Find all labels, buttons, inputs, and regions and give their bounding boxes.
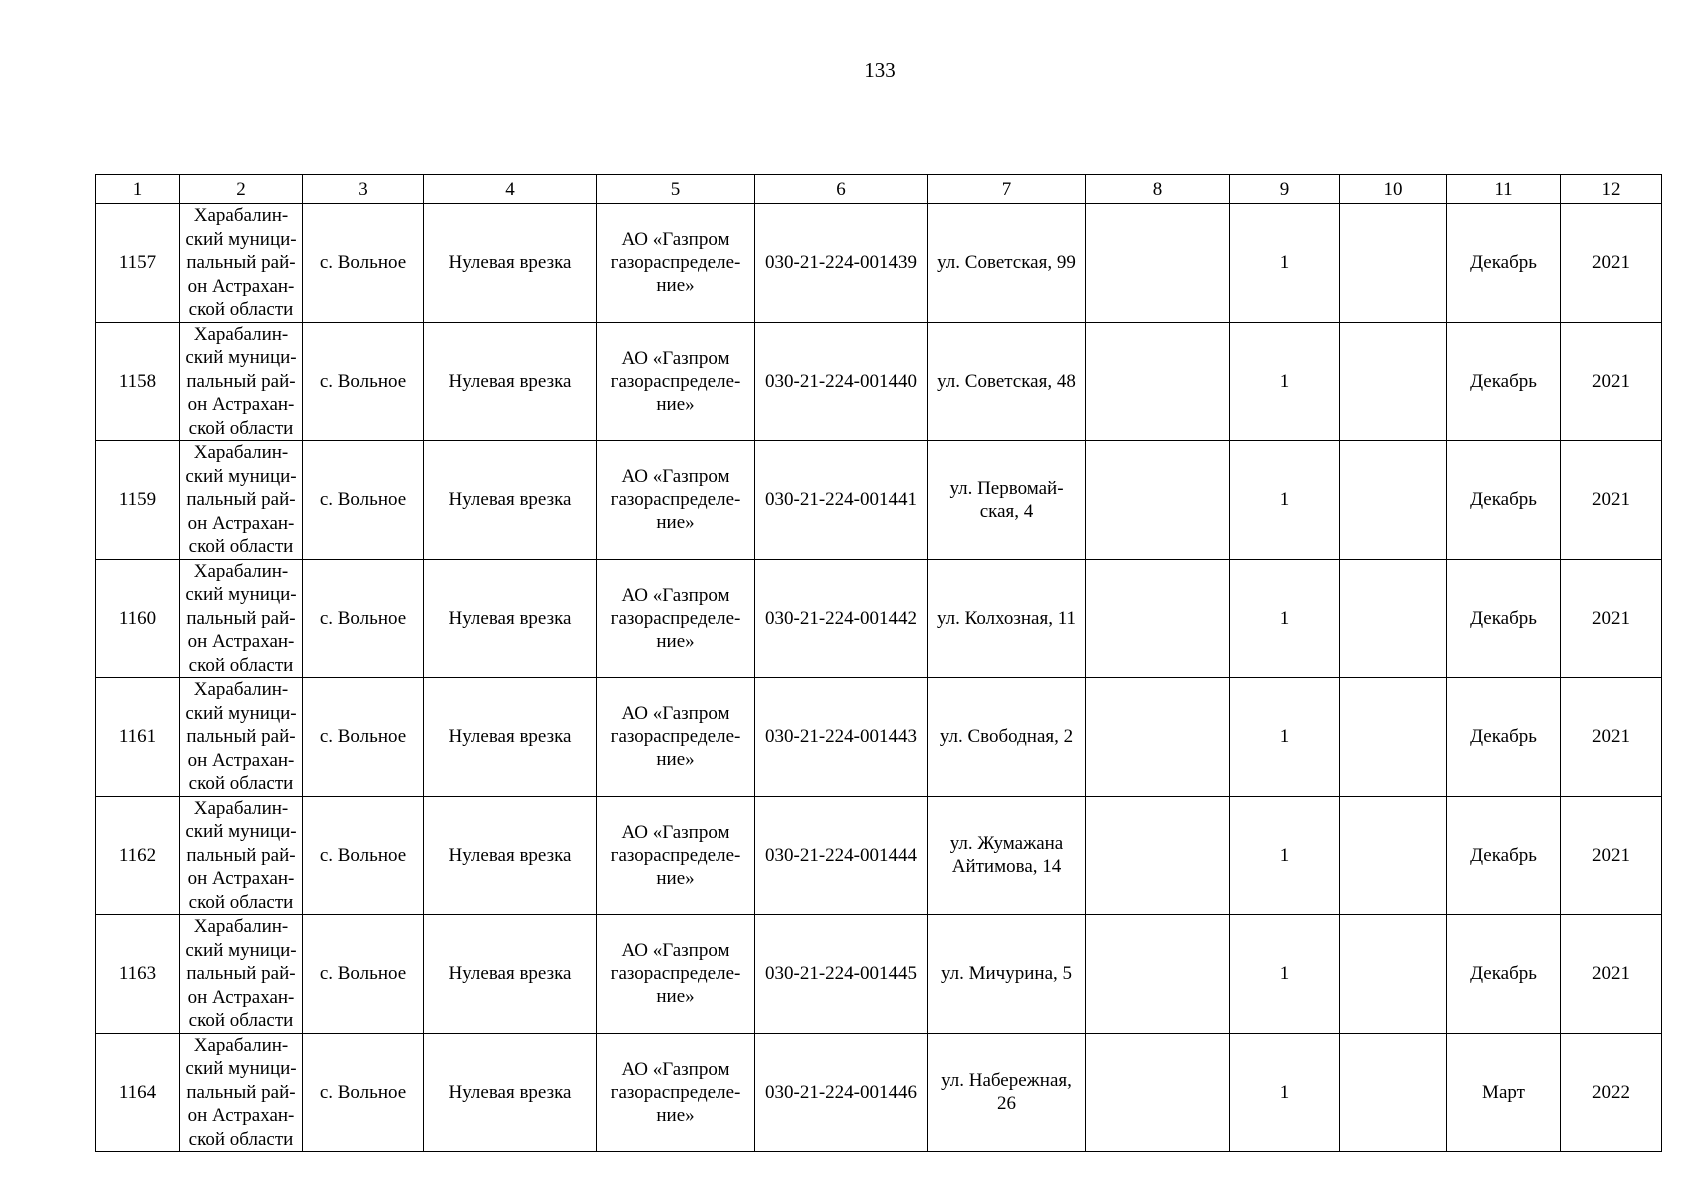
code-cell: 030-21-224-001443 <box>755 678 928 797</box>
organization-cell: АО «Газпром газораспределе- ние» <box>597 559 755 678</box>
district-cell: Харабалин- ский муници- пальный рай- он Астрахан- ской области <box>180 204 303 323</box>
connection-type-cell: Нулевая врезка <box>424 1033 597 1152</box>
column-header: 5 <box>597 175 755 204</box>
month-cell: Декабрь <box>1447 915 1561 1034</box>
settlement-cell: с. Вольное <box>303 915 424 1034</box>
col8-cell <box>1086 441 1230 560</box>
month-cell: Декабрь <box>1447 796 1561 915</box>
address-cell: ул. Советская, 48 <box>928 322 1086 441</box>
address-cell: ул. Первомай- ская, 4 <box>928 441 1086 560</box>
month-cell: Декабрь <box>1447 559 1561 678</box>
col10-cell <box>1340 441 1447 560</box>
connection-type-cell: Нулевая врезка <box>424 678 597 797</box>
code-cell: 030-21-224-001444 <box>755 796 928 915</box>
page-number: 133 <box>864 58 896 82</box>
month-cell: Декабрь <box>1447 678 1561 797</box>
year-cell: 2022 <box>1561 1033 1662 1152</box>
table-row <box>96 915 1662 1034</box>
connection-type-cell: Нулевая врезка <box>424 441 597 560</box>
year-cell: 2021 <box>1561 204 1662 323</box>
organization-cell: АО «Газпром газораспределе- ние» <box>597 1033 755 1152</box>
connection-type-cell: Нулевая врезка <box>424 559 597 678</box>
district-cell: Харабалин- ский муници- пальный рай- он Астрахан- ской области <box>180 322 303 441</box>
code-cell: 030-21-224-001442 <box>755 559 928 678</box>
col10-cell <box>1340 559 1447 678</box>
district-cell: Харабалин- ский муници- пальный рай- он Астрахан- ской области <box>180 678 303 797</box>
col10-cell <box>1340 322 1447 441</box>
connection-type-cell: Нулевая врезка <box>424 322 597 441</box>
year-cell: 2021 <box>1561 441 1662 560</box>
column-header: 11 <box>1447 175 1561 204</box>
address-cell: ул. Свободная, 2 <box>928 678 1086 797</box>
register-table <box>95 174 1662 1152</box>
code-cell: 030-21-224-001441 <box>755 441 928 560</box>
column-header: 2 <box>180 175 303 204</box>
table-row <box>96 322 1662 441</box>
district-cell: Харабалин- ский муници- пальный рай- он Астрахан- ской области <box>180 559 303 678</box>
col8-cell <box>1086 204 1230 323</box>
col9-cell: 1 <box>1230 559 1340 678</box>
district-cell: Харабалин- ский муници- пальный рай- он Астрахан- ской области <box>180 915 303 1034</box>
connection-type-cell: Нулевая врезка <box>424 915 597 1034</box>
col9-cell: 1 <box>1230 915 1340 1034</box>
month-cell: Декабрь <box>1447 441 1561 560</box>
row-number-cell: 1161 <box>96 678 180 797</box>
month-cell: Декабрь <box>1447 322 1561 441</box>
district-cell: Харабалин- ский муници- пальный рай- он Астрахан- ской области <box>180 1033 303 1152</box>
col10-cell <box>1340 796 1447 915</box>
settlement-cell: с. Вольное <box>303 441 424 560</box>
address-cell: ул. Мичурина, 5 <box>928 915 1086 1034</box>
settlement-cell: с. Вольное <box>303 204 424 323</box>
address-cell: ул. Жумажана Айтимова, 14 <box>928 796 1086 915</box>
col9-cell: 1 <box>1230 1033 1340 1152</box>
col10-cell <box>1340 678 1447 797</box>
table-row <box>96 559 1662 678</box>
year-cell: 2021 <box>1561 796 1662 915</box>
row-number-cell: 1160 <box>96 559 180 678</box>
column-header: 12 <box>1561 175 1662 204</box>
district-cell: Харабалин- ский муници- пальный рай- он Астрахан- ской области <box>180 796 303 915</box>
header-row <box>96 175 1662 204</box>
month-cell: Март <box>1447 1033 1561 1152</box>
table-row <box>96 1033 1662 1152</box>
col10-cell <box>1340 1033 1447 1152</box>
col8-cell <box>1086 559 1230 678</box>
code-cell: 030-21-224-001439 <box>755 204 928 323</box>
column-header: 3 <box>303 175 424 204</box>
year-cell: 2021 <box>1561 915 1662 1034</box>
col10-cell <box>1340 204 1447 323</box>
row-number-cell: 1158 <box>96 322 180 441</box>
column-header: 10 <box>1340 175 1447 204</box>
organization-cell: АО «Газпром газораспределе- ние» <box>597 441 755 560</box>
organization-cell: АО «Газпром газораспределе- ние» <box>597 322 755 441</box>
col9-cell: 1 <box>1230 204 1340 323</box>
address-cell: ул. Колхозная, 11 <box>928 559 1086 678</box>
year-cell: 2021 <box>1561 678 1662 797</box>
settlement-cell: с. Вольное <box>303 796 424 915</box>
col9-cell: 1 <box>1230 441 1340 560</box>
district-cell: Харабалин- ский муници- пальный рай- он Астрахан- ской области <box>180 441 303 560</box>
col10-cell <box>1340 915 1447 1034</box>
table-row <box>96 204 1662 323</box>
settlement-cell: с. Вольное <box>303 678 424 797</box>
organization-cell: АО «Газпром газораспределе- ние» <box>597 796 755 915</box>
year-cell: 2021 <box>1561 322 1662 441</box>
month-cell: Декабрь <box>1447 204 1561 323</box>
col9-cell: 1 <box>1230 322 1340 441</box>
organization-cell: АО «Газпром газораспределе- ние» <box>597 915 755 1034</box>
col9-cell: 1 <box>1230 796 1340 915</box>
column-header: 7 <box>928 175 1086 204</box>
column-header: 6 <box>755 175 928 204</box>
column-header: 9 <box>1230 175 1340 204</box>
year-cell: 2021 <box>1561 559 1662 678</box>
organization-cell: АО «Газпром газораспределе- ние» <box>597 678 755 797</box>
code-cell: 030-21-224-001446 <box>755 1033 928 1152</box>
settlement-cell: с. Вольное <box>303 322 424 441</box>
organization-cell: АО «Газпром газораспределе- ние» <box>597 204 755 323</box>
row-number-cell: 1163 <box>96 915 180 1034</box>
col8-cell <box>1086 322 1230 441</box>
col8-cell <box>1086 796 1230 915</box>
table-row <box>96 678 1662 797</box>
row-number-cell: 1159 <box>96 441 180 560</box>
column-header: 4 <box>424 175 597 204</box>
row-number-cell: 1164 <box>96 1033 180 1152</box>
address-cell: ул. Советская, 99 <box>928 204 1086 323</box>
row-number-cell: 1162 <box>96 796 180 915</box>
table-row <box>96 796 1662 915</box>
column-header: 1 <box>96 175 180 204</box>
row-number-cell: 1157 <box>96 204 180 323</box>
column-header: 8 <box>1086 175 1230 204</box>
code-cell: 030-21-224-001445 <box>755 915 928 1034</box>
col8-cell <box>1086 678 1230 797</box>
connection-type-cell: Нулевая врезка <box>424 204 597 323</box>
table-row <box>96 441 1662 560</box>
address-cell: ул. Набережная, 26 <box>928 1033 1086 1152</box>
col9-cell: 1 <box>1230 678 1340 797</box>
col8-cell <box>1086 915 1230 1034</box>
settlement-cell: с. Вольное <box>303 559 424 678</box>
col8-cell <box>1086 1033 1230 1152</box>
settlement-cell: с. Вольное <box>303 1033 424 1152</box>
connection-type-cell: Нулевая врезка <box>424 796 597 915</box>
code-cell: 030-21-224-001440 <box>755 322 928 441</box>
